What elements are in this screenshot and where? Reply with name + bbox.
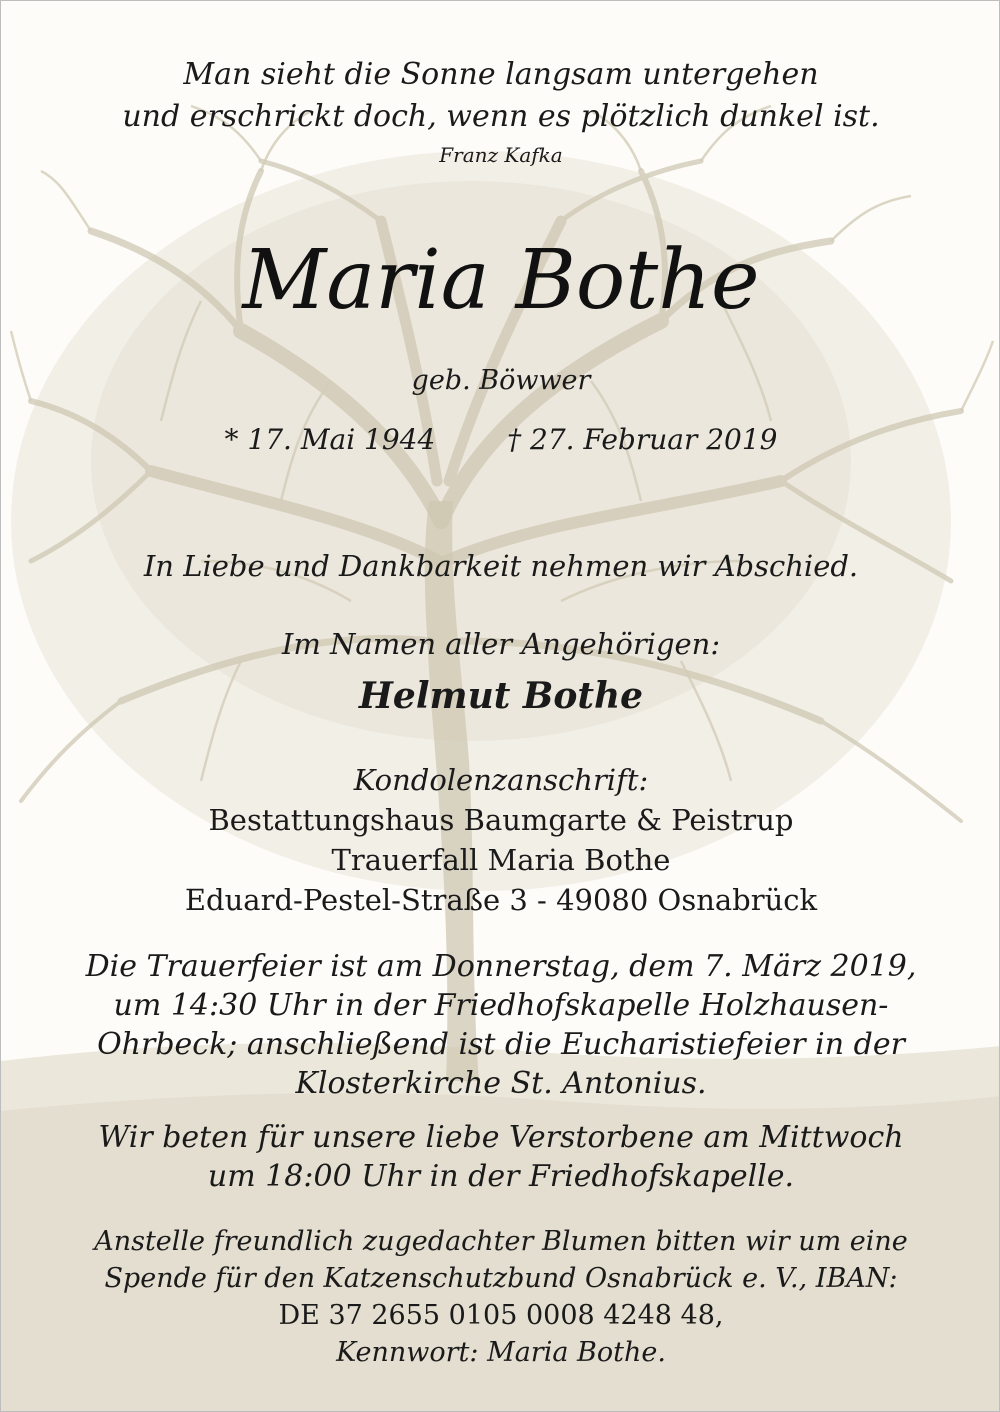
donation-line-1: Anstelle freundlich zugedachter Blumen bitten wir um eine [94, 1226, 908, 1257]
address-line-2: Trauerfall Maria Bothe [331, 843, 671, 877]
donation-line-2: Spende für den Katzenschutzbund Osnabrück e. V., IBAN: [104, 1263, 898, 1294]
on-behalf-text: Im Namen aller Angehörigen: [281, 627, 721, 661]
donation-iban: DE 37 2655 0105 0008 4248 48, [278, 1300, 724, 1331]
obituary-text [1, 1, 1000, 1412]
quote-author: Franz Kafka [439, 143, 563, 167]
ceremony-line-4: Klosterkirche St. Antonius. [295, 1066, 707, 1101]
address-line-3: Eduard-Pestel-Straße 3 - 49080 Osnabrück [184, 883, 818, 917]
donation-line-4: Kennwort: Maria Bothe. [336, 1337, 666, 1368]
ceremony-line-2: um 14:30 Uhr in der Friedhofskapelle Holzhausen- [113, 988, 889, 1023]
signer-name: Helmut Bothe [358, 675, 644, 717]
ceremony-line-1: Die Trauerfeier ist am Donnerstag, dem 7. März 2019, [85, 949, 917, 984]
address-line-1: Bestattungshaus Baumgarte & Peistrup [208, 803, 794, 837]
prayer-line-1: Wir beten für unsere liebe Verstorbene am Mittwoch [98, 1120, 904, 1155]
ceremony-line-3: Ohrbeck; anschließend ist die Eucharistiefeier in der [97, 1027, 905, 1062]
address-heading: Kondolenzanschrift: [353, 763, 649, 797]
birth-date: * 17. Mai 1944 [224, 423, 436, 456]
farewell-text: In Liebe und Dankbarkeit nehmen wir Abschied. [143, 549, 859, 583]
birth-name: geb. Böwwer [411, 365, 591, 396]
prayer-line-2: um 18:00 Uhr in der Friedhofskapelle. [207, 1159, 795, 1194]
quote-line-1: Man sieht die Sonne langsam untergehen [183, 57, 819, 92]
death-date: † 27. Februar 2019 [507, 423, 778, 456]
quote-line-2: und erschrickt doch, wenn es plötzlich dunkel ist. [122, 99, 880, 134]
deceased-name: Maria Bothe [242, 233, 760, 328]
life-dates [1, 423, 1000, 456]
